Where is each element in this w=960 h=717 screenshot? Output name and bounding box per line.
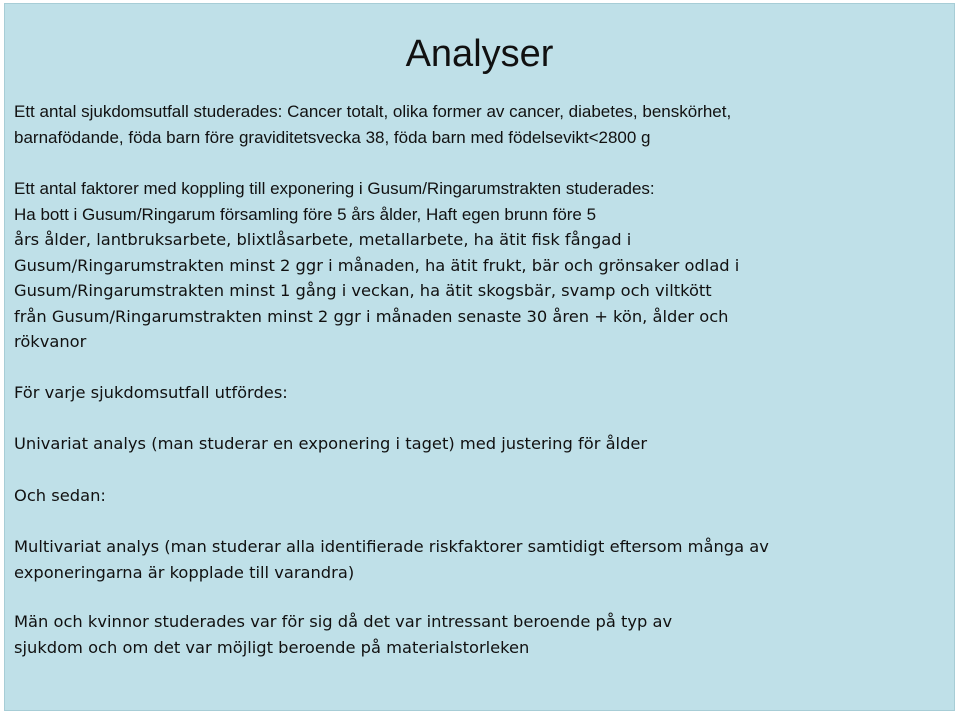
univariate-paragraph (14, 431, 950, 457)
men-women-paragraph (14, 609, 950, 660)
factors-paragraph (14, 176, 950, 355)
then-paragraph (14, 483, 950, 509)
factors-line-5: Gusum/Ringarumstrakten minst 1 gång i veckan, ha ätit skogsbär, svamp och viltkött (14, 281, 712, 300)
intro-line-1: Ett antal sjukdomsutfall studerades: Cancer totalt, olika former av cancer, diabetes, benskörhet, (14, 102, 732, 121)
multivariate-line-2: exponeringarna är kopplade till varandra) (14, 562, 355, 582)
factors-line-7: rökvanor (14, 332, 87, 351)
men-women-line-1: Män och kvinnor studerades var för sig då det var intressant beroende på typ av (14, 612, 673, 631)
factors-line-4: Gusum/Ringarumstrakten minst 2 ggr i månaden, ha ätit frukt, bär och grönsaker odlad i (14, 255, 740, 275)
factors-line-3: års ålder, lantbruksarbete, blixtlåsarbete, metallarbete, ha ätit fisk fångad i (14, 230, 632, 249)
multivariate-line-1: Multivariat analys (man studerar alla identifierade riskfaktorer samtidigt eftersom många av (14, 537, 769, 556)
intro-line-2: barnafödande, föda barn före graviditetsvecka 38, föda barn med födelsevikt<2800 g (14, 127, 651, 147)
slide-title: Analyser (405, 33, 554, 75)
univariate-text: Univariat analys (man studerar en exponering i taget) med justering för ålder (14, 434, 648, 453)
factors-line-6: från Gusum/Ringarumstrakten minst 2 ggr i månaden senaste 30 åren + kön, ålder och (14, 306, 729, 326)
factors-line-1: Ett antal faktorer med koppling till exponering i Gusum/Ringarumstrakten studerades: (14, 179, 655, 198)
slide (4, 3, 955, 711)
factors-line-2: Ha bott i Gusum/Ringarum församling före 5 års ålder, Haft egen brunn före 5 (14, 204, 597, 224)
for-each-outcome-heading (14, 380, 950, 406)
then-text: Och sedan: (14, 486, 106, 505)
for-each-outcome-text: För varje sjukdomsutfall utfördes: (14, 383, 288, 402)
multivariate-paragraph (14, 534, 950, 585)
men-women-line-2: sjukdom och om det var möjligt beroende på materialstorleken (14, 637, 530, 657)
intro-paragraph (14, 99, 950, 150)
